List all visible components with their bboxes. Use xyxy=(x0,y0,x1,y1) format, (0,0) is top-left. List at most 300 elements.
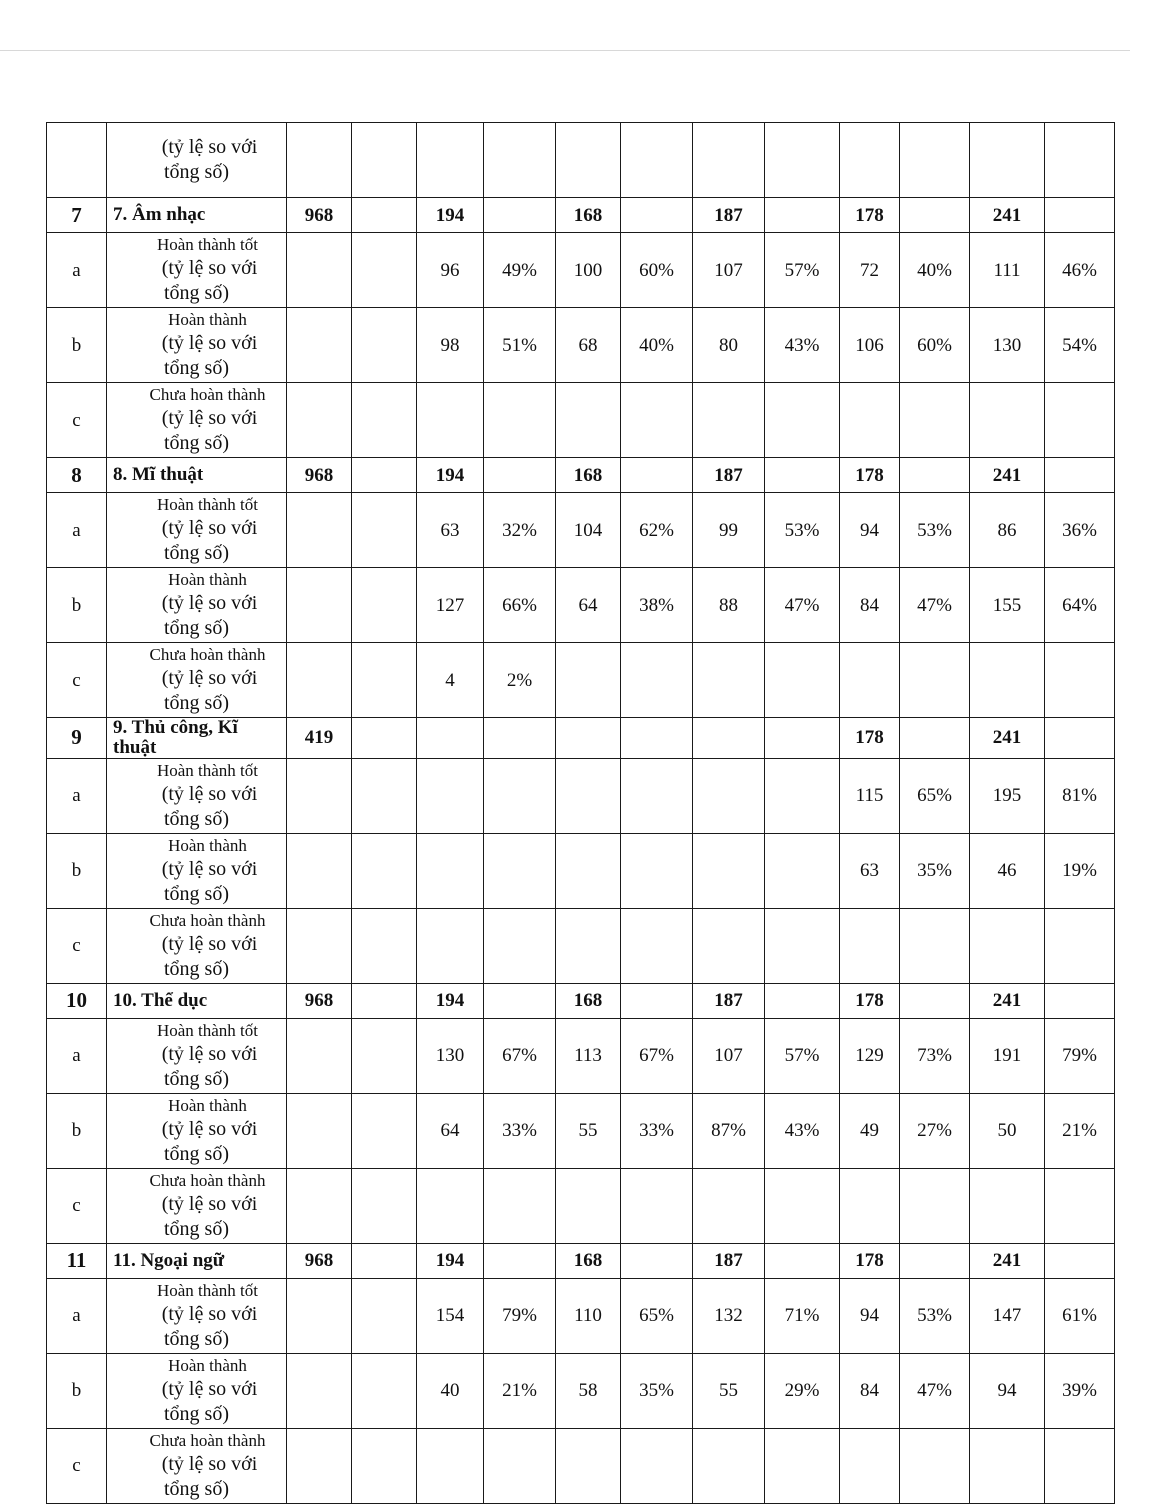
percent-cell: 43% xyxy=(765,1093,840,1168)
row-ratio-label-line2: tổng số) xyxy=(164,807,229,830)
group-percent-empty xyxy=(1045,458,1115,493)
percent-cell: 47% xyxy=(900,568,970,643)
row-total-empty xyxy=(287,1278,352,1353)
row-label-cell xyxy=(107,1018,287,1093)
count-cell xyxy=(693,1168,765,1243)
percent-cell: 35% xyxy=(900,833,970,908)
row-total-empty xyxy=(287,1093,352,1168)
percent-cell xyxy=(621,383,693,458)
percent-cell: 19% xyxy=(1045,833,1115,908)
count-cell xyxy=(417,1428,484,1503)
count-cell xyxy=(693,758,765,833)
percent-cell: 53% xyxy=(900,1278,970,1353)
percent-cell: 65% xyxy=(621,1278,693,1353)
row-label: Hoàn thành xyxy=(168,310,247,329)
row-ratio-label-line2: tổng số) xyxy=(164,1327,229,1350)
row-label: Chưa hoàn thành xyxy=(149,1170,266,1190)
percent-cell xyxy=(1045,1168,1115,1243)
group-total: 194 xyxy=(417,198,484,233)
count-cell: 94 xyxy=(840,1278,900,1353)
section-header-row xyxy=(47,198,1115,233)
result-row xyxy=(47,1353,1115,1428)
section-title: 9. Thủ công, Kĩ thuật xyxy=(107,718,287,759)
count-cell xyxy=(556,908,621,983)
continuation-empty-cell xyxy=(1045,123,1115,198)
section-empty-cell xyxy=(352,1243,417,1278)
section-total: 968 xyxy=(287,198,352,233)
group-total xyxy=(417,718,484,759)
row-ratio-label-line2: tổng số) xyxy=(164,1142,229,1165)
count-cell xyxy=(556,833,621,908)
count-cell xyxy=(840,643,900,718)
row-ratio-label-line2: tổng số) xyxy=(164,882,229,905)
percent-cell xyxy=(765,643,840,718)
percent-cell: 21% xyxy=(484,1353,556,1428)
count-cell: 96 xyxy=(417,233,484,308)
percent-cell: 81% xyxy=(1045,758,1115,833)
group-total: 194 xyxy=(417,983,484,1018)
row-total-empty xyxy=(287,568,352,643)
row-label-cell xyxy=(107,1093,287,1168)
count-cell: 87% xyxy=(693,1093,765,1168)
section-total: 419 xyxy=(287,718,352,759)
count-cell xyxy=(556,643,621,718)
row-letter: a xyxy=(47,758,107,833)
group-total: 187 xyxy=(693,458,765,493)
row-label-cell xyxy=(107,833,287,908)
row-empty-cell xyxy=(352,383,417,458)
result-row xyxy=(47,1168,1115,1243)
percent-cell xyxy=(484,833,556,908)
percent-cell: 46% xyxy=(1045,233,1115,308)
row-label-cell xyxy=(107,908,287,983)
count-cell: 98 xyxy=(417,308,484,383)
percent-cell: 71% xyxy=(765,1278,840,1353)
percent-cell: 60% xyxy=(900,308,970,383)
section-index: 7 xyxy=(47,198,107,233)
row-ratio-label-line1: (tỷ lệ so với xyxy=(161,517,258,539)
row-ratio-label-line2: tổng số) xyxy=(164,1217,229,1240)
count-cell: 195 xyxy=(970,758,1045,833)
percent-cell: 54% xyxy=(1045,308,1115,383)
count-cell xyxy=(840,1428,900,1503)
row-label: Chưa hoàn thành xyxy=(149,1430,266,1450)
section-total: 968 xyxy=(287,983,352,1018)
percent-cell: 39% xyxy=(1045,1353,1115,1428)
row-total-empty xyxy=(287,758,352,833)
row-label: Hoàn thành tốt xyxy=(156,1020,259,1040)
count-cell: 113 xyxy=(556,1018,621,1093)
row-ratio-label-line2: tổng số) xyxy=(164,1477,229,1500)
percent-cell xyxy=(484,1168,556,1243)
count-cell: 84 xyxy=(840,568,900,643)
count-cell: 129 xyxy=(840,1018,900,1093)
row-empty-cell xyxy=(352,643,417,718)
result-row xyxy=(47,1278,1115,1353)
count-cell: 49 xyxy=(840,1093,900,1168)
percent-cell xyxy=(1045,383,1115,458)
percent-cell: 62% xyxy=(621,493,693,568)
count-cell xyxy=(840,383,900,458)
percent-cell: 57% xyxy=(765,1018,840,1093)
percent-cell xyxy=(765,908,840,983)
row-empty-cell xyxy=(352,1093,417,1168)
count-cell: 107 xyxy=(693,233,765,308)
row-total-empty xyxy=(287,1428,352,1503)
percent-cell: 53% xyxy=(765,493,840,568)
group-percent-empty xyxy=(900,718,970,759)
section-header-row xyxy=(47,718,1115,759)
row-label: Hoàn thành tốt xyxy=(156,1280,259,1300)
group-percent-empty xyxy=(765,718,840,759)
row-ratio-label-line1: (tỷ lệ so với xyxy=(161,667,258,689)
row-total-empty xyxy=(287,1018,352,1093)
group-total: 178 xyxy=(840,718,900,759)
row-letter: a xyxy=(47,233,107,308)
row-empty-cell xyxy=(352,1168,417,1243)
count-cell xyxy=(693,383,765,458)
count-cell: 88 xyxy=(693,568,765,643)
row-ratio-label-line1: (tỷ lệ so với xyxy=(161,1192,258,1215)
section-empty-cell xyxy=(352,198,417,233)
percent-cell: 61% xyxy=(1045,1278,1115,1353)
count-cell: 130 xyxy=(970,308,1045,383)
group-total xyxy=(556,718,621,759)
group-percent-empty xyxy=(1045,198,1115,233)
row-label-cell xyxy=(107,1278,287,1353)
results-table xyxy=(46,122,1115,1504)
section-title: 8. Mĩ thuật xyxy=(107,458,287,493)
percent-cell xyxy=(900,1168,970,1243)
count-cell: 94 xyxy=(970,1353,1045,1428)
percent-cell: 79% xyxy=(1045,1018,1115,1093)
section-header-row xyxy=(47,458,1115,493)
row-letter: b xyxy=(47,1093,107,1168)
row-total-empty xyxy=(287,233,352,308)
count-cell: 147 xyxy=(970,1278,1045,1353)
row-letter: c xyxy=(47,643,107,718)
row-ratio-label-line1: (tỷ lệ so với xyxy=(161,932,258,955)
count-cell: 68 xyxy=(556,308,621,383)
continuation-label-line2: tổng số) xyxy=(164,161,229,183)
group-percent-empty xyxy=(621,1243,693,1278)
group-total: 194 xyxy=(417,458,484,493)
continuation-empty-cell xyxy=(900,123,970,198)
row-ratio-label-line2: tổng số) xyxy=(164,432,229,454)
count-cell: 64 xyxy=(556,568,621,643)
row-total-empty xyxy=(287,493,352,568)
percent-cell xyxy=(484,383,556,458)
row-total-empty xyxy=(287,643,352,718)
count-cell: 110 xyxy=(556,1278,621,1353)
row-label-cell xyxy=(107,1168,287,1243)
group-total: 168 xyxy=(556,1243,621,1278)
row-letter: b xyxy=(47,568,107,643)
percent-cell: 57% xyxy=(765,233,840,308)
continuation-empty-cell xyxy=(693,123,765,198)
percent-cell xyxy=(765,1428,840,1503)
result-row xyxy=(47,568,1115,643)
group-percent-empty xyxy=(900,1243,970,1278)
row-empty-cell xyxy=(352,308,417,383)
count-cell xyxy=(693,833,765,908)
count-cell: 99 xyxy=(693,493,765,568)
group-percent-empty xyxy=(484,983,556,1018)
continuation-empty-cell xyxy=(970,123,1045,198)
count-cell xyxy=(970,1428,1045,1503)
percent-cell: 40% xyxy=(900,233,970,308)
row-label-cell xyxy=(107,758,287,833)
row-ratio-label-line1: (tỷ lệ so với xyxy=(161,1117,258,1140)
row-empty-cell xyxy=(352,493,417,568)
group-percent-empty xyxy=(484,1243,556,1278)
group-total: 187 xyxy=(693,198,765,233)
result-row xyxy=(47,833,1115,908)
percent-cell: 65% xyxy=(900,758,970,833)
continuation-empty-cell xyxy=(556,123,621,198)
percent-cell: 53% xyxy=(900,493,970,568)
group-total: 241 xyxy=(970,718,1045,759)
row-label-cell xyxy=(107,643,287,718)
result-row xyxy=(47,233,1115,308)
section-empty-cell xyxy=(352,458,417,493)
row-total-empty xyxy=(287,308,352,383)
row-label: Hoàn thành xyxy=(168,835,247,855)
continuation-index-cell xyxy=(47,123,107,198)
row-letter: b xyxy=(47,833,107,908)
group-percent-empty xyxy=(484,718,556,759)
group-total: 241 xyxy=(970,1243,1045,1278)
group-percent-empty xyxy=(484,198,556,233)
count-cell xyxy=(417,908,484,983)
result-row xyxy=(47,1093,1115,1168)
count-cell: 46 xyxy=(970,833,1045,908)
count-cell: 50 xyxy=(970,1093,1045,1168)
section-index: 8 xyxy=(47,458,107,493)
count-cell: 111 xyxy=(970,233,1045,308)
result-row xyxy=(47,643,1115,718)
count-cell xyxy=(693,1428,765,1503)
row-empty-cell xyxy=(352,1018,417,1093)
percent-cell: 47% xyxy=(900,1353,970,1428)
percent-cell: 32% xyxy=(484,493,556,568)
result-row xyxy=(47,308,1115,383)
count-cell xyxy=(693,908,765,983)
section-index: 11 xyxy=(47,1243,107,1278)
row-empty-cell xyxy=(352,1278,417,1353)
result-row xyxy=(47,383,1115,458)
count-cell xyxy=(417,758,484,833)
count-cell: 64 xyxy=(417,1093,484,1168)
count-cell: 106 xyxy=(840,308,900,383)
percent-cell: 67% xyxy=(621,1018,693,1093)
section-title: 11. Ngoại ngữ xyxy=(107,1243,287,1278)
group-total: 241 xyxy=(970,983,1045,1018)
group-total: 168 xyxy=(556,458,621,493)
count-cell xyxy=(840,1168,900,1243)
count-cell xyxy=(693,643,765,718)
row-ratio-label-line1: (tỷ lệ so với xyxy=(161,782,258,805)
percent-cell xyxy=(484,758,556,833)
percent-cell: 36% xyxy=(1045,493,1115,568)
row-label-cell xyxy=(107,233,287,308)
row-ratio-label-line1: (tỷ lệ so với xyxy=(161,592,258,614)
row-ratio-label-line2: tổng số) xyxy=(164,617,229,639)
section-index: 9 xyxy=(47,718,107,759)
row-label: Chưa hoàn thành xyxy=(149,645,266,664)
result-row xyxy=(47,493,1115,568)
page-edge-line xyxy=(0,50,1130,51)
percent-cell xyxy=(900,908,970,983)
count-cell: 40 xyxy=(417,1353,484,1428)
row-letter: a xyxy=(47,1018,107,1093)
count-cell: 63 xyxy=(417,493,484,568)
row-ratio-label-line2: tổng số) xyxy=(164,542,229,564)
continuation-empty-cell xyxy=(840,123,900,198)
count-cell: 58 xyxy=(556,1353,621,1428)
row-label: Chưa hoàn thành xyxy=(149,385,266,404)
count-cell: 155 xyxy=(970,568,1045,643)
group-total: 168 xyxy=(556,198,621,233)
group-total: 178 xyxy=(840,1243,900,1278)
group-total xyxy=(693,718,765,759)
group-percent-empty xyxy=(1045,718,1115,759)
count-cell: 132 xyxy=(693,1278,765,1353)
row-label: Hoàn thành xyxy=(168,1095,247,1115)
percent-cell: 35% xyxy=(621,1353,693,1428)
row-label: Hoàn thành xyxy=(168,1355,247,1375)
row-total-empty xyxy=(287,908,352,983)
count-cell xyxy=(840,908,900,983)
count-cell: 100 xyxy=(556,233,621,308)
group-percent-empty xyxy=(765,1243,840,1278)
section-header-row xyxy=(47,983,1115,1018)
row-letter: a xyxy=(47,493,107,568)
percent-cell xyxy=(1045,908,1115,983)
row-ratio-label-line2: tổng số) xyxy=(164,357,229,379)
section-total: 968 xyxy=(287,1243,352,1278)
percent-cell: 73% xyxy=(900,1018,970,1093)
section-empty-cell xyxy=(352,983,417,1018)
row-label: Hoàn thành tốt xyxy=(156,760,259,780)
group-percent-empty xyxy=(621,198,693,233)
count-cell: 55 xyxy=(693,1353,765,1428)
percent-cell xyxy=(765,758,840,833)
continuation-empty-cell xyxy=(765,123,840,198)
group-percent-empty xyxy=(765,458,840,493)
count-cell: 191 xyxy=(970,1018,1045,1093)
row-total-empty xyxy=(287,833,352,908)
continuation-empty-cell xyxy=(484,123,556,198)
row-label-cell xyxy=(107,493,287,568)
row-label: Hoàn thành tốt xyxy=(156,495,259,514)
count-cell: 154 xyxy=(417,1278,484,1353)
percent-cell xyxy=(1045,1428,1115,1503)
count-cell xyxy=(417,833,484,908)
group-percent-empty xyxy=(900,198,970,233)
section-index: 10 xyxy=(47,983,107,1018)
row-total-empty xyxy=(287,1353,352,1428)
percent-cell xyxy=(484,1428,556,1503)
continuation-empty-cell xyxy=(621,123,693,198)
group-percent-empty xyxy=(900,458,970,493)
count-cell xyxy=(417,1168,484,1243)
group-percent-empty xyxy=(621,458,693,493)
section-title: 10. Thể dục xyxy=(107,983,287,1018)
row-label-cell xyxy=(107,308,287,383)
count-cell: 130 xyxy=(417,1018,484,1093)
row-ratio-label-line1: (tỷ lệ so với xyxy=(161,407,258,429)
percent-cell xyxy=(765,1168,840,1243)
group-percent-empty xyxy=(1045,1243,1115,1278)
row-empty-cell xyxy=(352,833,417,908)
group-total: 241 xyxy=(970,198,1045,233)
group-total: 168 xyxy=(556,983,621,1018)
count-cell: 86 xyxy=(970,493,1045,568)
row-ratio-label-line1: (tỷ lệ so với xyxy=(161,257,258,279)
row-letter: c xyxy=(47,383,107,458)
section-title: 7. Âm nhạc xyxy=(107,198,287,233)
group-percent-empty xyxy=(765,983,840,1018)
row-label-cell xyxy=(107,383,287,458)
percent-cell xyxy=(484,908,556,983)
count-cell: 104 xyxy=(556,493,621,568)
group-total: 187 xyxy=(693,983,765,1018)
percent-cell xyxy=(765,383,840,458)
section-total: 968 xyxy=(287,458,352,493)
percent-cell: 49% xyxy=(484,233,556,308)
row-label: Hoàn thành tốt xyxy=(156,235,259,254)
percent-cell xyxy=(621,1168,693,1243)
section-empty-cell xyxy=(352,718,417,759)
percent-cell: 33% xyxy=(484,1093,556,1168)
count-cell: 115 xyxy=(840,758,900,833)
result-row xyxy=(47,758,1115,833)
row-ratio-label-line1: (tỷ lệ so với xyxy=(161,332,258,354)
percent-cell: 64% xyxy=(1045,568,1115,643)
percent-cell xyxy=(900,1428,970,1503)
result-row xyxy=(47,1428,1115,1503)
row-ratio-label-line1: (tỷ lệ so với xyxy=(161,857,258,880)
count-cell xyxy=(556,758,621,833)
row-ratio-label-line1: (tỷ lệ so với xyxy=(161,1042,258,1065)
row-empty-cell xyxy=(352,908,417,983)
group-percent-empty xyxy=(900,983,970,1018)
count-cell xyxy=(970,383,1045,458)
row-ratio-label-line1: (tỷ lệ so với xyxy=(161,1377,258,1400)
group-total: 178 xyxy=(840,983,900,1018)
count-cell: 127 xyxy=(417,568,484,643)
percent-cell: 29% xyxy=(765,1353,840,1428)
result-row xyxy=(47,1018,1115,1093)
percent-cell xyxy=(621,908,693,983)
count-cell: 4 xyxy=(417,643,484,718)
percent-cell: 40% xyxy=(621,308,693,383)
percent-cell: 66% xyxy=(484,568,556,643)
count-cell: 107 xyxy=(693,1018,765,1093)
percent-cell: 67% xyxy=(484,1018,556,1093)
row-empty-cell xyxy=(352,1428,417,1503)
continuation-label-line1: (tỷ lệ so với xyxy=(161,136,258,158)
count-cell xyxy=(556,1428,621,1503)
count-cell: 55 xyxy=(556,1093,621,1168)
results-table-container xyxy=(46,122,1114,1504)
count-cell: 63 xyxy=(840,833,900,908)
row-letter: c xyxy=(47,1168,107,1243)
count-cell xyxy=(970,908,1045,983)
count-cell xyxy=(556,1168,621,1243)
count-cell xyxy=(970,643,1045,718)
